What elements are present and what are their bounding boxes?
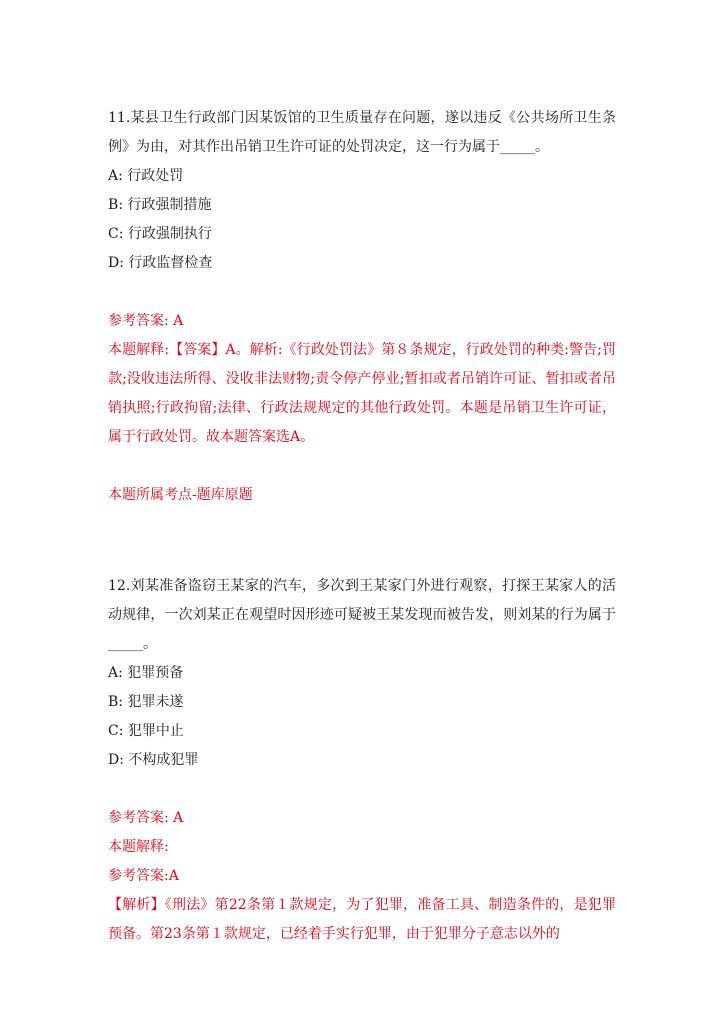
option-d: D: 不构成犯罪 (108, 752, 199, 768)
option-b: B: 犯罪未遂 (108, 694, 184, 710)
answer-line: 参考答案: A (108, 313, 184, 329)
question-12 (108, 572, 616, 949)
answer-line: 参考答案: A (108, 810, 184, 826)
spacer (108, 278, 616, 307)
question-stem: 12.刘某准备盗窃王某家的汽车，多次到王某家门外进行观察，打探王某家人的活动规律，一次刘某正在观望时因形迹可疑被王某发现而被告发，则刘某的行为属于_____。 (108, 578, 616, 652)
option-b: B: 行政强制措施 (108, 197, 212, 213)
analysis-text: 【解析】《刑法》第22条第１款规定，为了犯罪，准备工具、制造条件的，是犯罪预备。第23条第１款规定，已经着手实行犯罪，由于犯罪分子意志以外的 (108, 897, 616, 942)
explanation-text: 本题解释:【答案】A。解析:《行政处罚法》第８条规定，行政处罚的种类:警告;罚款;没收违法所得、没收非法财物;责令停产停业;暂扣或者吊销许可证、暂扣或者吊销执照;行政拘留;法律、行政法规规定的其他行政处罚。本题是吊销卫生许可证，属于行政处罚。故本题答案选A。 (108, 342, 616, 445)
option-a: A: 犯罪预备 (108, 665, 184, 681)
explanation-label: 本题解释: (108, 839, 169, 855)
option-c: C: 行政强制执行 (108, 226, 212, 242)
option-c: C: 犯罪中止 (108, 723, 184, 739)
document-content (108, 104, 616, 949)
option-d: D: 行政监督检查 (108, 255, 213, 271)
spacer (108, 452, 616, 481)
spacer (108, 775, 616, 804)
answer-line-2: 参考答案:A (108, 868, 179, 884)
question-separator (108, 510, 616, 572)
question-stem: 11.某县卫生行政部门因某饭馆的卫生质量存在问题，遂以违反《公共场所卫生条例》为由，对其作出吊销卫生许可证的处罚决定，这一行为属于_____。 (108, 110, 616, 155)
option-a: A: 行政处罚 (108, 168, 184, 184)
question-11 (108, 104, 616, 510)
source-line: 本题所属考点-题库原题 (108, 487, 253, 503)
